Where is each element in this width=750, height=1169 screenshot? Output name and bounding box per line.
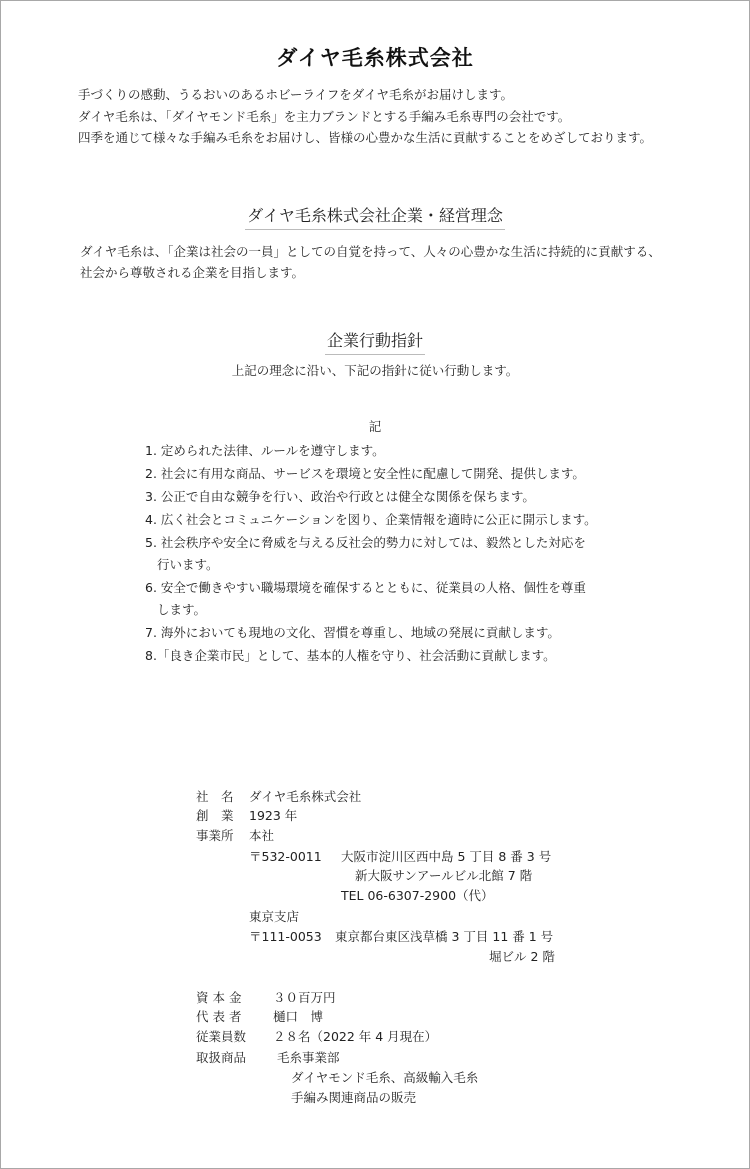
guidelines-heading: 企業行動指針	[0, 328, 750, 355]
guideline-item: 3. 公正で自由な競争を行い、政治や行政とは健全な関係を保ちます。	[145, 489, 535, 504]
philosophy-line: 社会から尊敬される企業を目指します。	[80, 265, 305, 280]
guideline-item: 8.「良き企業市民」として、基本的人権を守り、社会活動に貢献します。	[145, 648, 556, 663]
capital-label: 資 本 金	[196, 990, 242, 1005]
hq-address-line2: 新大阪サンアールビル北館 7 階	[355, 868, 533, 883]
tk-address-line1: 東京都台東区浅草橋 3 丁目 11 番 1 号	[335, 929, 554, 944]
guideline-item: 6. 安全で働きやすい職場環境を確保するとともに、従業員の人格、個性を尊重	[145, 580, 586, 595]
hq-postal-code: 〒532-0011	[249, 849, 322, 864]
philosophy-heading: ダイヤ毛糸株式会社企業・経営理念	[0, 203, 750, 230]
employees-label: 従業員数	[196, 1029, 247, 1044]
tokyo-branch-label: 東京支店	[249, 909, 300, 924]
representative-value: 樋口 博	[273, 1009, 324, 1024]
representative-label: 代 表 者	[196, 1009, 242, 1024]
hq-address-line1: 大阪市淀川区西中島 5 丁目 8 番 3 号	[341, 849, 552, 864]
guideline-item: 2. 社会に有用な商品、サービスを環境と安全性に配慮して開発、提供します。	[145, 466, 585, 481]
products-line: ダイヤモンド毛糸、高級輸入毛糸	[291, 1070, 479, 1085]
company-name-label: 社 名	[196, 789, 234, 804]
guideline-item-cont: します。	[157, 602, 207, 617]
capital-value: ３０百万円	[273, 990, 336, 1005]
founded-label: 創 業	[196, 808, 234, 823]
guideline-item-cont: 行います。	[157, 557, 219, 572]
guidelines-subtitle: 上記の理念に沿い、下記の指針に従い行動します。	[231, 363, 519, 378]
philosophy-line: ダイヤ毛糸は、「企業は社会の一員」としての自覚を持って、人々の心豊かな生活に持続的に貢献する、	[80, 244, 661, 259]
company-logo: ダイヤ毛糸株式会社	[276, 46, 474, 70]
hq-tel: TEL 06-6307-2900（代）	[341, 888, 494, 903]
tk-postal-code: 〒111-0053	[249, 929, 322, 944]
tk-address-line2: 堀ビル 2 階	[489, 949, 555, 964]
products-line: 手編み関連商品の販売	[291, 1090, 417, 1105]
company-name-value: ダイヤ毛糸株式会社	[249, 789, 362, 804]
guideline-item: 4. 広く社会とコミュニケーションを図り、企業情報を適時に公正に開示します。	[145, 512, 597, 527]
guideline-item: 5. 社会秩序や安全に脅威を与える反社会的勢力に対しては、毅然とした対応を	[145, 535, 586, 550]
intro-line: 手づくりの感動、うるおいのあるホビーライフをダイヤ毛糸がお届けします。	[78, 87, 514, 102]
founded-value: 1923 年	[249, 808, 298, 823]
ki-mark: 記	[368, 419, 382, 434]
guideline-item: 7. 海外においても現地の文化、習慣を尊重し、地域の発展に貢献します。	[145, 625, 560, 640]
guideline-item: 1. 定められた法律、ルールを遵守します。	[145, 443, 385, 458]
intro-line: 四季を通じて様々な手編み毛糸をお届けし、皆様の心豊かな生活に貢献することをめざしております。	[78, 130, 653, 145]
products-division: 毛糸事業部	[277, 1050, 340, 1065]
employees-value: ２８名（2022 年 4 月現在）	[273, 1029, 438, 1044]
head-office-label: 本社	[249, 828, 275, 843]
office-label: 事業所	[196, 828, 234, 843]
intro-line: ダイヤ毛糸は、「ダイヤモンド毛糸」を主力ブランドとする手編み毛糸専門の会社です。	[78, 109, 571, 124]
products-label: 取扱商品	[196, 1050, 247, 1065]
